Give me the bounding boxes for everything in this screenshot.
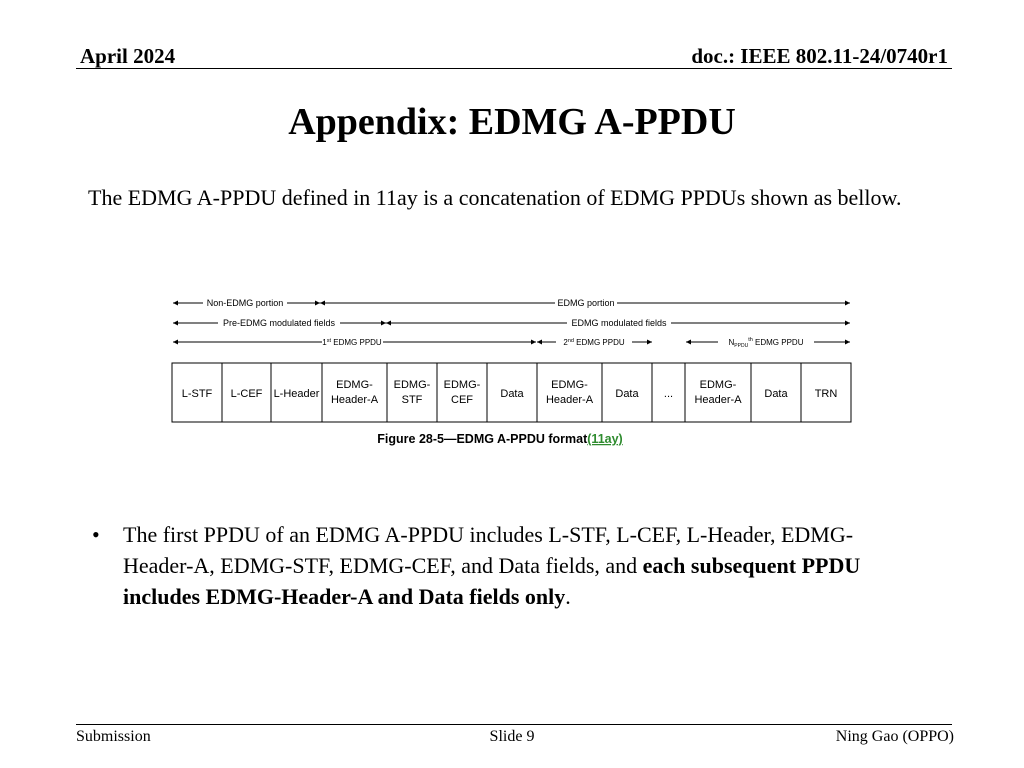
header-divider bbox=[76, 68, 952, 69]
field-cell bbox=[685, 363, 751, 422]
field-label: EDMG- bbox=[551, 379, 588, 391]
field-cell bbox=[537, 363, 602, 422]
field-cell bbox=[322, 363, 387, 422]
field-box bbox=[322, 363, 387, 422]
bullet-text-end: . bbox=[565, 584, 571, 609]
footer-submission: Submission bbox=[76, 728, 151, 745]
figure-caption: Figure 28-5—EDMG A-PPDU format(11ay) bbox=[377, 432, 623, 446]
slide-title: Appendix: EDMG A-PPDU bbox=[288, 101, 736, 143]
footer-divider bbox=[76, 724, 952, 725]
field-label: Data bbox=[500, 388, 524, 400]
field-cell bbox=[602, 363, 652, 422]
field-label: EDMG- bbox=[443, 379, 481, 391]
field-cell bbox=[172, 363, 222, 422]
ppdu-format-figure bbox=[160, 290, 860, 460]
field-box bbox=[537, 363, 602, 422]
field-box bbox=[387, 363, 437, 422]
header-date: April 2024 bbox=[80, 44, 176, 68]
field-label: Data bbox=[615, 388, 639, 400]
field-label: TRN bbox=[814, 388, 838, 400]
field-cell bbox=[801, 363, 851, 422]
field-label: L-CEF bbox=[230, 388, 263, 400]
second-ppdu-label: 2nd EDMG PPDU bbox=[563, 338, 625, 347]
field-box bbox=[685, 363, 751, 422]
nth-ppdu-label: $N_{PPDU}^{th}$ EDMG PPDU bbox=[728, 337, 804, 349]
field-label: Header-A bbox=[694, 394, 742, 406]
bullet-marker: • bbox=[92, 522, 100, 547]
field-row bbox=[172, 363, 851, 422]
bullet-text-bold: each subsequent PPDU includes EDMG-Header-A and Data fields only bbox=[123, 553, 861, 609]
field-cell bbox=[387, 363, 437, 422]
non-edmg-portion-label: Non-EDMG portion bbox=[206, 298, 284, 308]
field-label: L-STF bbox=[181, 388, 213, 400]
field-label: L-Header bbox=[273, 388, 320, 400]
field-cell bbox=[652, 363, 685, 422]
bullet-item bbox=[123, 519, 903, 612]
footer-slide-number: Slide 9 bbox=[489, 728, 535, 745]
field-cell bbox=[437, 363, 487, 422]
edmg-portion-label: EDMG portion bbox=[557, 298, 615, 308]
edmg-modulated-label: EDMG modulated fields bbox=[571, 318, 667, 328]
bullet-text: The first PPDU of an EDMG A-PPDU includes L-STF, L-CEF, L-Header, EDMG-Header-A, EDMG-STF, EDMG-CEF, and Data fields, and bbox=[123, 522, 854, 578]
footer-author: Ning Gao (OPPO) bbox=[835, 728, 954, 745]
field-cell bbox=[751, 363, 801, 422]
field-label: EDMG- bbox=[336, 379, 373, 391]
first-ppdu-label: 1st EDMG PPDU bbox=[322, 338, 382, 347]
caption-link: (11ay) bbox=[587, 432, 623, 446]
header-doc-id: doc.: IEEE 802.11-24/0740r1 bbox=[691, 44, 948, 68]
field-label: Data bbox=[764, 388, 788, 400]
field-label: EDMG- bbox=[699, 379, 737, 391]
field-box bbox=[437, 363, 487, 422]
field-label: ... bbox=[663, 388, 674, 400]
field-label: STF bbox=[401, 394, 423, 406]
field-cell bbox=[271, 363, 322, 422]
intro-paragraph: The EDMG A-PPDU defined in 11ay is a concatenation of EDMG PPDUs shown as bellow. bbox=[88, 185, 902, 210]
field-label: Header-A bbox=[545, 394, 594, 406]
field-cell bbox=[487, 363, 537, 422]
field-label: EDMG- bbox=[393, 379, 431, 391]
field-label: Header-A bbox=[330, 394, 379, 406]
field-label: CEF bbox=[451, 394, 473, 406]
pre-edmg-modulated-label: Pre-EDMG modulated fields bbox=[222, 318, 336, 328]
field-cell bbox=[222, 363, 271, 422]
